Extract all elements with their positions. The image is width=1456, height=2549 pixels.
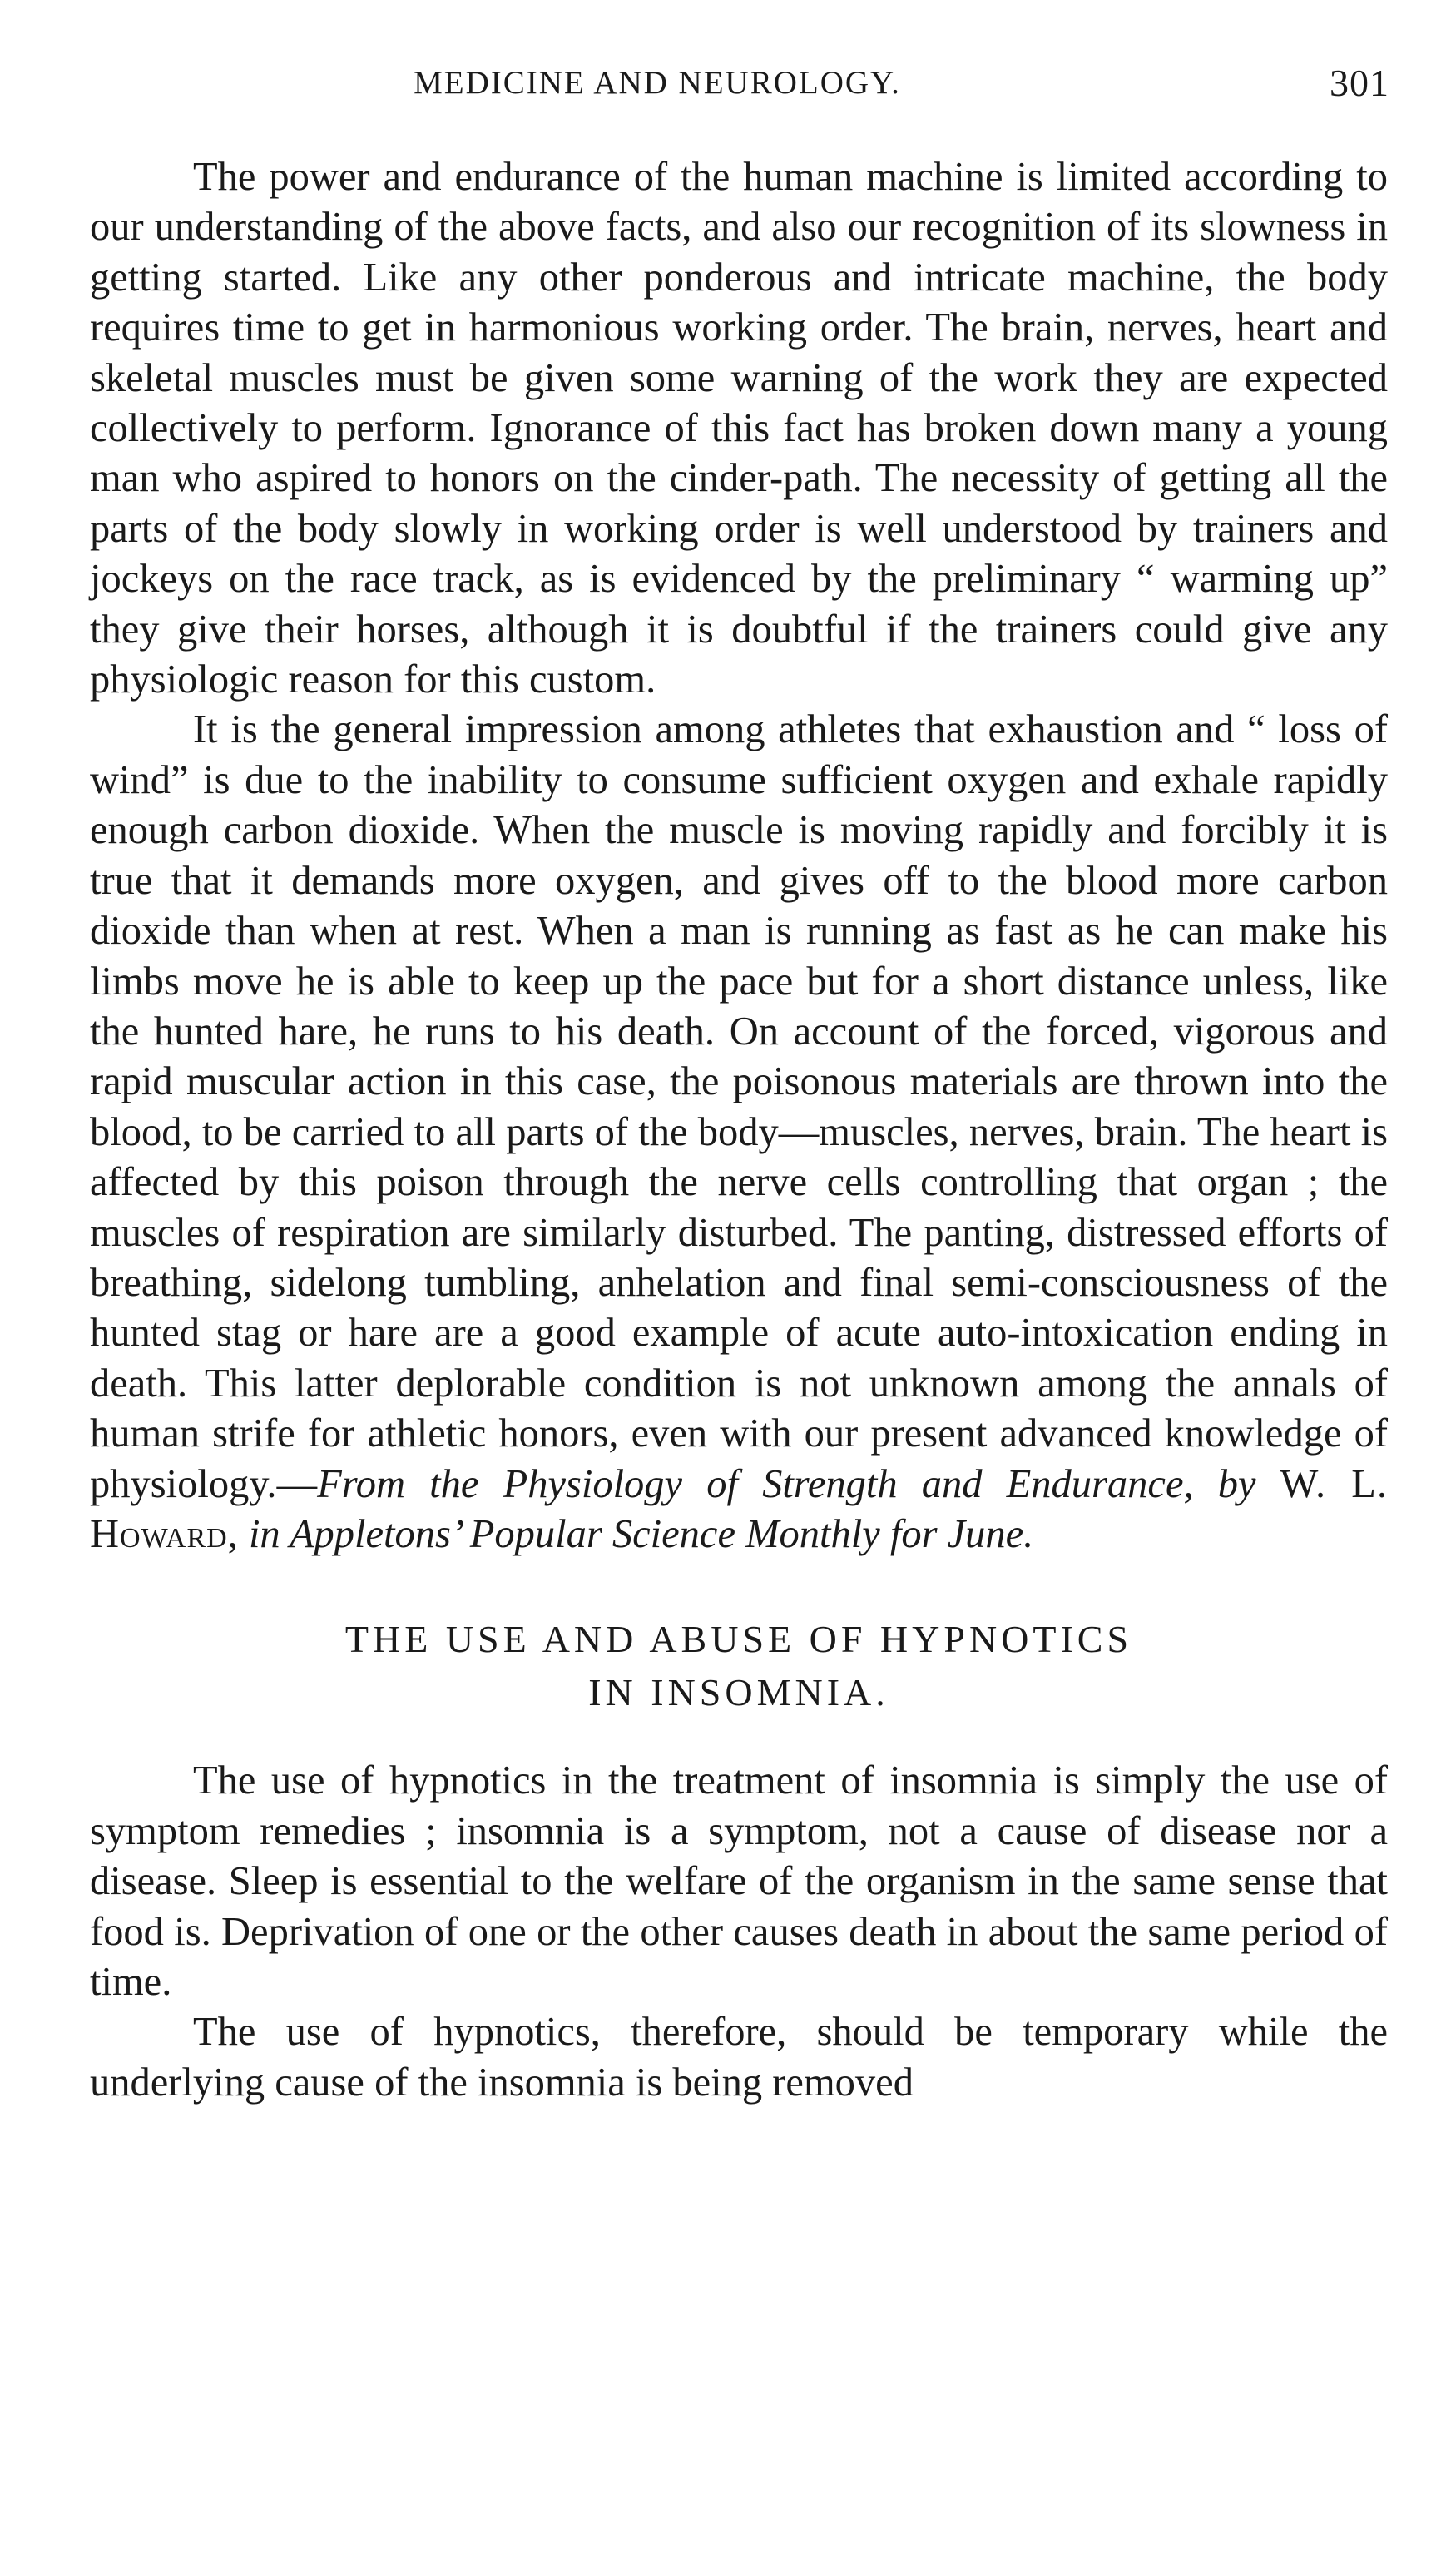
running-head <box>92 58 1389 108</box>
article1-paragraph-2-text: It is the general impression among athletes that exhaustion and “ loss of wind” is due to the inability to consume sufficient oxygen and exhale rapidly enough carbon dioxide. When the muscle is moving rapidly and forcibly it is true that it demands more oxygen, and gives off to the blood more carbon dioxide than when at rest. When a man is running as fast as he can make his limbs move he is able to keep up the pace but for a short distance unless, like the hunted hare, he runs to his death. On account of the forced, vigorous and rapid muscular action in this case, the poisonous materials are thrown into the blood, to be carried to all parts of the body—muscles, nerves, brain. The heart is affected by this poison through the nerve cells controlling that organ ; the muscles of respiration are similarly disturbed. The panting, distressed efforts of breathing, sidelong tumbling, anhelation and final semi-consciousness of the hunted stag or hare are a good example of acute auto-intoxication ending in death. This latter deplorable condition is not unknown among the annals of human strife for athletic honors, even with our present advanced knowledge of physiology. <box>90 707 1388 1506</box>
citation-dash: — <box>276 1461 318 1506</box>
running-title: MEDICINE AND NEUROLOGY. <box>414 65 901 101</box>
citation-source-tail: in Appletons’ Popular Science Monthly for June. <box>248 1511 1034 1556</box>
section-heading-line-1: THE USE AND ABUSE OF HYPNOTICS <box>344 1618 1133 1661</box>
section-heading-line-2: IN INSOMNIA. <box>588 1671 889 1714</box>
article1-paragraph-1: The power and endurance of the human machine is limited according to our understanding of the above facts, and also our recognition of its slowness in getting started. Like any other ponderous and intricate machine, the body requires time to get in harmonious working order. The brain, nerves, heart and skeletal muscles must be given some warning of the work they are expected collectively to perform. Ignorance of this fact has broken down many a young man who aspired to honors on the cinder-path. The necessity of getting all the parts of the body slowly in working order is well understood by trainers and jockeys on the race track, as is evidenced by the preliminary “ warming up” they give their horses, although it is doubtful if the trainers could give any physiologic reason for this custom. <box>90 155 1388 702</box>
citation-author: W. L. Howard, <box>90 1461 1388 1556</box>
article2-paragraph-2: The use of hypnotics, therefore, should be temporary while the underlying cause of the insomnia is being removed <box>90 2010 1388 2105</box>
article2-paragraph-1: The use of hypnotics in the treatment of insomnia is simply the use of symptom remedies ; insomnia is a symptom, not a cause of disease nor a disease. Sleep is essential to the welfare of the organism in the same sense that food is. Deprivation of one or the other causes death in about the same period of time. <box>90 1758 1388 2004</box>
page-number: 301 <box>1330 62 1389 104</box>
text-block <box>90 152 1388 2108</box>
article1-paragraph-2 <box>90 705 1388 1560</box>
citation-source-lead: From the Physiology of Strength and Endurance, by <box>317 1461 1256 1506</box>
section-heading <box>90 1613 1388 1719</box>
